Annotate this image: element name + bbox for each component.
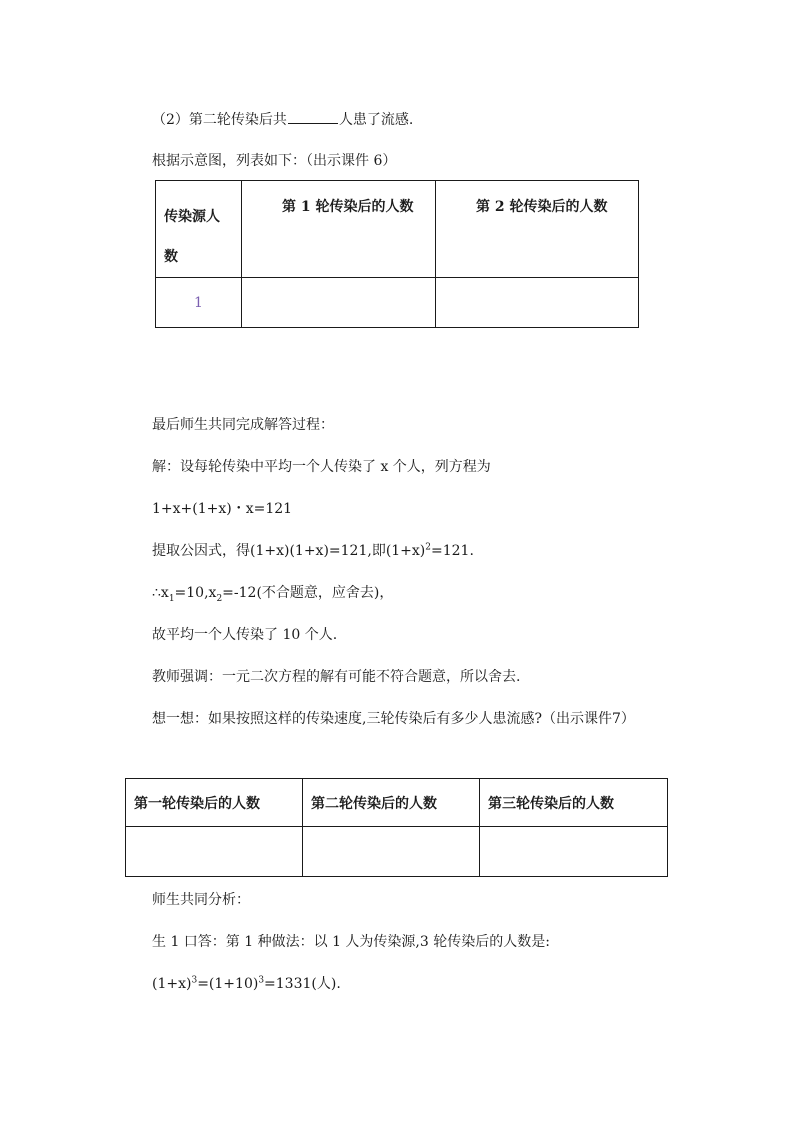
table1-intro: 根据示意图，列表如下：（出示课件 6）: [152, 153, 397, 169]
equation-4-exp-2: 3: [258, 975, 265, 986]
table1-cell-round1-value: [242, 278, 436, 328]
question-2: [152, 109, 413, 130]
equation-4: [152, 974, 341, 994]
header-source-line2: 数: [164, 249, 178, 265]
answer-blank: [288, 109, 338, 124]
equation-4-part-a: (1+x): [152, 976, 192, 992]
equation-3-part-b: =10,x: [174, 585, 217, 601]
table1-cell-round2-value: [436, 278, 639, 328]
equation-3-part-a: ∴x: [152, 585, 169, 601]
equation-3: [152, 583, 393, 603]
equation-2-exponent: 2: [425, 542, 432, 553]
table1-header-round2: [436, 181, 639, 278]
equation-2: [152, 541, 474, 561]
table1-header-source: [156, 181, 242, 278]
equation-2-end: =121.: [431, 543, 474, 559]
table-infection-rounds-1-2: [155, 180, 639, 328]
table-infection-rounds-1-3: [125, 778, 668, 877]
table1-cell-source-value: [156, 278, 242, 328]
table2-cell-round2: [303, 827, 480, 877]
table2-header-round2-text: 第二轮传染后的人数: [311, 795, 437, 812]
student-answer: 生 1 口答：第 1 种做法：以 1 人为传染源,3 轮传染后的人数是:: [152, 934, 550, 950]
result-statement: 故平均一个人传染了 10 个人.: [152, 627, 338, 643]
joint-analysis: 师生共同分析：: [152, 892, 250, 908]
header-source-line1: 传染源人: [164, 209, 220, 225]
table2-cell-round3: [480, 827, 668, 877]
table2-header-round3: [480, 779, 668, 827]
equation-3-sub-1: 1: [168, 593, 175, 604]
teacher-emphasis: 教师强调：一元二次方程的解有可能不符合题意，所以舍去.: [152, 669, 521, 685]
table2-cell-round1: [126, 827, 303, 877]
table2-header-round3-text: 第三轮传染后的人数: [488, 795, 614, 812]
header-round1-text: 第 1 轮传染后的人数: [282, 199, 414, 215]
think-question: 想一想：如果按照这样的传染速度,三轮传染后有多少人患流感?（出示课件7）: [152, 711, 635, 727]
table2-header-round1: [126, 779, 303, 827]
equation-3-sub-2: 2: [216, 593, 223, 604]
solution-setup: 解：设每轮传染中平均一个人传染了 x 个人，列方程为: [152, 459, 491, 475]
question-2-prefix: （2）第二轮传染后共: [152, 112, 287, 128]
final-solution-intro: 最后师生共同完成解答过程：: [152, 417, 334, 433]
source-value: 1: [194, 294, 203, 311]
question-2-suffix: 人患了流感.: [338, 112, 414, 128]
table2-header-round2: [303, 779, 480, 827]
equation-4-part-b: =(1+10): [197, 976, 259, 992]
table1-header-round1: [242, 181, 436, 278]
table2-header-round1-text: 第一轮传染后的人数: [134, 795, 260, 812]
equation-4-exp-1: 3: [191, 975, 198, 986]
equation-1: 1+x+(1+x)・x=121: [152, 501, 293, 517]
equation-2-text: 提取公因式，得(1+x)(1+x)=121,即(1+x): [152, 543, 426, 559]
header-round2-text: 第 2 轮传染后的人数: [476, 199, 608, 215]
equation-4-part-c: =1331(人).: [264, 976, 341, 992]
equation-3-part-c: =-12(不合题意，应舍去)，: [222, 585, 394, 601]
